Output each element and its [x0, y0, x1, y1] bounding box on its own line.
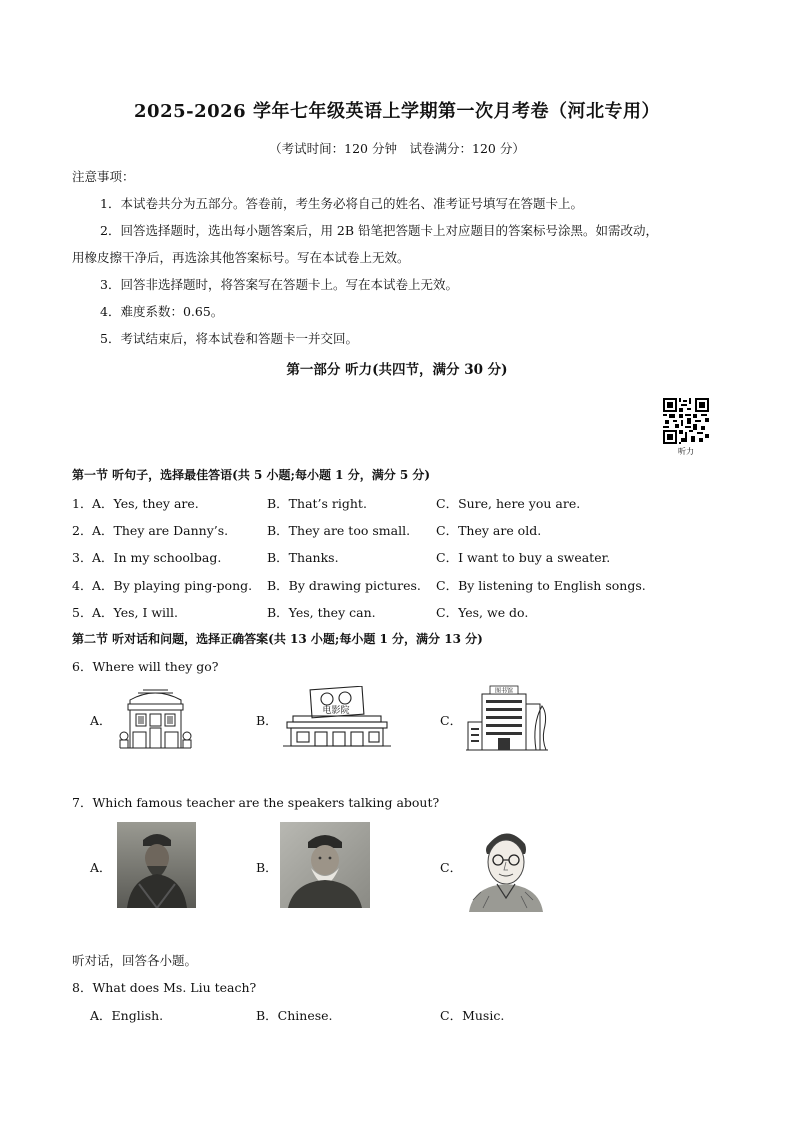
q7-label-c: C． [440, 860, 463, 875]
q7-label-a: A． [90, 860, 112, 875]
q5-option-a: A．Yes, I will. [92, 605, 179, 620]
q2-option-c: C．They are old. [436, 523, 542, 538]
part1-title: 第一部分 听力(共四节，满分 30 分) [286, 362, 508, 378]
notice-line-4: 4．难度系数：0.65。 [100, 304, 224, 319]
cinema-sign: 电影院 [322, 706, 350, 716]
q1-option-c: C．Sure, here you are. [436, 496, 581, 511]
exam-subtitle: （考试时间：120 分钟 试卷满分：120 分） [269, 141, 525, 156]
exam-title: 2025-2026 学年七年级英语上学期第一次月考卷（河北专用） [134, 101, 660, 122]
qr-code-icon[interactable] [663, 398, 709, 444]
q1-option-b: B．That’s right. [267, 496, 367, 511]
teacher-portrait-c [463, 820, 549, 912]
q5-option-b: B．Yes, they can. [267, 605, 376, 620]
q3-option-a: A．In my schoolbag. [92, 550, 222, 565]
q4-option-a: A．By playing ping-pong. [92, 578, 253, 593]
q6-label-a: A． [90, 713, 112, 728]
q8-option-c: C．Music. [440, 1008, 505, 1023]
notice-line-3: 3．回答非选择题时，将答案写在答题卡上。写在本试卷上无效。 [100, 277, 458, 292]
q3-option-b: B．Thanks. [267, 550, 339, 565]
cinema-picture [283, 686, 391, 748]
q2-number: 2． [72, 523, 93, 538]
teacher-portrait-b [280, 822, 370, 908]
section1-title: 第一节 听句子，选择最佳答语(共 5 小题;每小题 1 分，满分 5 分) [72, 468, 431, 482]
q6-question: 6．Where will they go? [72, 659, 219, 674]
dialog-intro: 听对话，回答各小题。 [72, 953, 198, 968]
notice-line-5: 5．考试结束后，将本试卷和答题卡一并交回。 [100, 331, 358, 346]
shop-picture [118, 684, 193, 750]
q7-label-b: B． [256, 860, 278, 875]
notice-line-2a: 2．回答选择题时，选出每小题答案后，用 2B 铅笔把答题卡上对应题目的答案标号涂黑。如需改动， [100, 223, 659, 238]
q1-option-a: A．Yes, they are. [92, 496, 199, 511]
library-sign: 图书馆 [494, 687, 514, 695]
q4-option-b: B．By drawing pictures. [267, 578, 421, 593]
notice-line-2b: 用橡皮擦干净后，再选涂其他答案标号。写在本试卷上无效。 [72, 250, 410, 265]
qr-caption: 听力 [678, 447, 694, 456]
q6-label-b: B． [256, 713, 278, 728]
q6-label-c: C． [440, 713, 463, 728]
q1-number: 1． [72, 496, 93, 511]
section2-title: 第二节 听对话和问题，选择正确答案(共 13 小题;每小题 1 分，满分 13 分) [72, 632, 483, 646]
notice-line-1: 1．本试卷共分为五部分。答卷前，考生务必将自己的姓名、准考证号填写在答题卡上。 [100, 196, 583, 211]
q5-number: 5． [72, 605, 93, 620]
q2-option-b: B．They are too small. [267, 523, 411, 538]
teacher-portrait-a [117, 822, 196, 908]
q7-question: 7．Which famous teacher are the speakers talking about? [72, 795, 440, 810]
q2-option-a: A．They are Danny’s. [92, 523, 229, 538]
q4-number: 4． [72, 578, 93, 593]
q8-option-b: B．Chinese. [256, 1008, 333, 1023]
q5-option-c: C．Yes, we do. [436, 605, 529, 620]
q8-question: 8．What does Ms. Liu teach? [72, 980, 257, 995]
library-picture [464, 684, 550, 752]
q4-option-c: C．By listening to English songs. [436, 578, 646, 593]
q3-option-c: C．I want to buy a sweater. [436, 550, 611, 565]
q8-option-a: A．English. [90, 1008, 164, 1023]
notice-heading: 注意事项： [72, 169, 135, 184]
q3-number: 3． [72, 550, 93, 565]
